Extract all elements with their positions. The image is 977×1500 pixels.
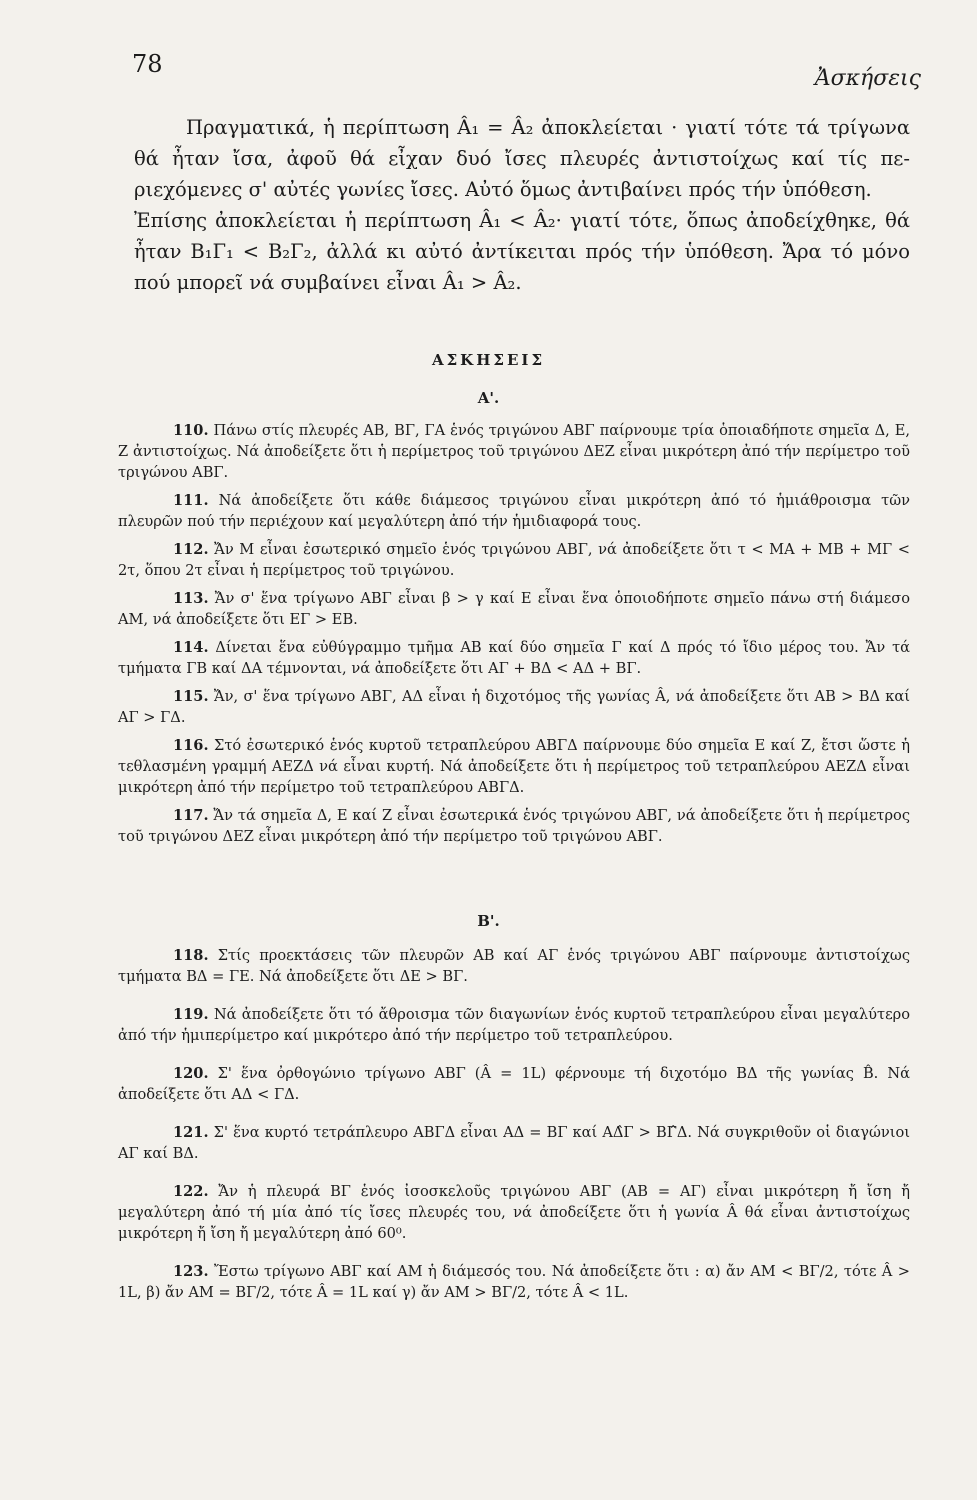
running-title: Ἀσκήσεις <box>814 66 921 91</box>
exercise-text: Ἄν σ' ἕνα τρίγωνο ΑΒΓ εἶναι β > γ καί Ε εἶναι ἕνα ὁποιοδήποτε σημεῖο πάνω στή διάμεσο ΑΜ, νά ἀποδείξετε ὅτι ΕΓ > ΕΒ. <box>118 590 910 628</box>
exercise-number: 118. <box>173 947 209 964</box>
exercise-item <box>118 945 910 987</box>
exercise-number: 119. <box>173 1006 209 1023</box>
exercise-number: 116. <box>173 737 209 754</box>
exercise-text: Δίνεται ἕνα εὐθύγραμμο τμῆμα ΑΒ καί δύο σημεῖα Γ καί Δ πρός τό ἴδιο μέρος του. Ἄν τά τμήματα ΓΒ καί ΔΑ τέμνονται, νά ἀποδείξετε ὅτι ΑΓ + ΒΔ < ΑΔ + ΒΓ. <box>118 639 910 677</box>
exercise-text: Ἔστω τρίγωνο ΑΒΓ καί ΑΜ ἡ διάμεσός του. Νά ἀποδείξετε ὅτι : α) ἄν ΑΜ < ΒΓ/2, τότε Â > 1L, β) ἄν ΑΜ = ΒΓ/2, τότε Â = 1L καί γ) ἄν ΑΜ > ΒΓ/2, τότε Â < 1L. <box>118 1263 911 1301</box>
exercise-item <box>118 686 910 728</box>
exercise-number: 114. <box>173 639 209 656</box>
section-title: ΑΣΚΗΣΕΙΣ <box>431 351 546 369</box>
exercise-text: Ἄν ἡ πλευρά ΒΓ ἑνός ἰσοσκελοῦς τριγώνου ΑΒΓ (ΑΒ = ΑΓ) εἶναι μικρότερη ἤ ἴση ἤ μεγαλύτερη ἀπό τή μία ἀπό τίς ἴσες πλευρές του, νά ἀποδείξετε ὅτι ἡ γωνία Â θά εἶναι ἀντιστοίχως μικρότερη ἤ ἴση ἤ μεγαλύτερη ἀπό 60⁰. <box>118 1183 910 1242</box>
exercise-item <box>118 735 910 798</box>
exercise-item <box>118 805 910 847</box>
exercise-item <box>118 1004 910 1046</box>
exercise-text: Ἄν, σ' ἕνα τρίγωνο ΑΒΓ, ΑΔ εἶναι ἡ διχοτόμος τῆς γωνίας Â, νά ἀποδείξετε ὅτι ΑΒ > ΒΔ καί ΑΓ > ΓΔ. <box>118 688 911 726</box>
exercise-text: Ἄν Μ εἶναι ἐσωτερικό σημεῖο ἑνός τριγώνου ΑΒΓ, νά ἀποδείξετε ὅτι τ < ΜΑ + ΜΒ + ΜΓ < 2τ, ὅπου 2τ εἶναι ἡ περίμετρος τοῦ τριγώνου. <box>118 541 910 579</box>
part-b-title: Β'. <box>477 912 500 930</box>
exercise-number: 113. <box>173 590 209 607</box>
exercise-number: 123. <box>173 1263 209 1280</box>
exercise-number: 110. <box>173 422 209 439</box>
intro-paragraph: Ἐπίσης ἀποκλείεται ἡ περίπτωση Â₁ < Â₂· γιατί τότε, ὅπως ἀποδείχθηκε, θά ἦταν Β₁Γ₁ < Β₂Γ₂, ἀλλά κι αὐτό ἀντίκειται πρός τήν ὑπόθεση. Ἄρα τό μόνο πού μπορεῖ νά συμβαίνει εἶναι Â₁ > Â₂. <box>134 209 910 294</box>
page-number: 78 <box>132 50 163 78</box>
exercise-text: Σ' ἕνα κυρτό τετράπλευρο ΑΒΓΔ εἶναι ΑΔ = ΒΓ καί ΑΔ̂Γ > ΒΓ̂Δ. Νά συγκριθοῦν οἱ διαγώνιοι ΑΓ καί ΒΔ. <box>118 1124 910 1162</box>
exercise-item <box>118 1063 910 1105</box>
exercise-number: 120. <box>173 1065 209 1082</box>
exercise-text: Σ' ἕνα ὀρθογώνιο τρίγωνο ΑΒΓ (Â = 1L) φέρνουμε τή διχοτόμο ΒΔ τῆς γωνίας B̂. Νά ἀποδείξετε ὅτι ΑΔ < ΓΔ. <box>118 1065 910 1103</box>
exercise-text: Ἄν τά σημεῖα Δ, Ε καί Ζ εἶναι ἐσωτερικά ἑνός τριγώνου ΑΒΓ, νά ἀποδείξετε ὅτι ἡ περίμετρος τοῦ τριγώνου ΔΕΖ εἶναι μικρότερη ἀπό τήν περίμετρο τοῦ τριγώνου ΑΒΓ. <box>118 807 911 845</box>
intro-text <box>134 112 910 298</box>
exercise-item <box>118 539 910 581</box>
exercise-item <box>118 490 910 532</box>
intro-paragraph: Πραγματικά, ἡ περίπτωση Â₁ = Â₂ ἀποκλείεται · γιατί τότε τά τρίγωνα θά ἦταν ἴσα, ἀφοῦ θά εἶχαν δυό ἴσες πλευρές ἀντιστοίχως καί τίς περιεχόμενες σ' αὐτές γωνίες ἴσες. Αὐτό ὅμως ἀντιβαίνει πρός τήν ὑπόθεση. <box>134 116 910 201</box>
exercise-number: 122. <box>173 1183 209 1200</box>
exercise-text: Νά ἀποδείξετε ὅτι τό ἄθροισμα τῶν διαγωνίων ἑνός κυρτοῦ τετραπλεύρου εἶναι μεγαλύτερο ἀπό τήν ἡμιπερίμετρο καί μικρότερο ἀπό τήν περίμετρο τοῦ τετραπλεύρου. <box>118 1006 910 1044</box>
exercise-number: 117. <box>173 807 209 824</box>
exercise-number: 115. <box>173 688 209 705</box>
exercise-list-a <box>118 420 910 854</box>
exercise-number: 112. <box>173 541 209 558</box>
exercise-item <box>118 420 910 483</box>
exercise-list-b <box>118 945 910 1320</box>
exercise-item <box>118 1181 910 1244</box>
exercise-text: Στίς προεκτάσεις τῶν πλευρῶν ΑΒ καί ΑΓ ἑνός τριγώνου ΑΒΓ παίρνουμε ἀντιστοίχως τμήματα ΒΔ = ΓΕ. Νά ἀποδείξετε ὅτι ΔΕ > ΒΓ. <box>118 947 910 985</box>
exercise-text: Πάνω στίς πλευρές ΑΒ, ΒΓ, ΓΑ ἑνός τριγώνου ΑΒΓ παίρνουμε τρία ὁποιαδήποτε σημεῖα Δ, Ε, Ζ ἀντιστοίχως. Νά ἀποδείξετε ὅτι ἡ περίμετρος τοῦ τριγώνου ΔΕΖ εἶναι μικρότερη ἀπό τήν περίμετρο τοῦ τριγώνου ΑΒΓ. <box>118 422 911 481</box>
part-a-title: Α'. <box>477 389 500 407</box>
exercise-item <box>118 1261 910 1303</box>
exercise-text: Νά ἀποδείξετε ὅτι κάθε διάμεσος τριγώνου εἶναι μικρότερη ἀπό τό ἡμιάθροισμα τῶν πλευρῶν πού τήν περιέχουν καί μεγαλύτερη ἀπό τήν ἡμιδιαφορά τους. <box>118 492 911 530</box>
exercise-number: 121. <box>173 1124 209 1141</box>
exercise-item <box>118 1122 910 1164</box>
exercise-item <box>118 637 910 679</box>
exercise-text: Στό ἐσωτερικό ἑνός κυρτοῦ τετραπλεύρου ΑΒΓΔ παίρνουμε δύο σημεῖα Ε καί Ζ, ἔτσι ὥστε ἡ τεθλασμένη γραμμή ΑΕΖΔ νά εἶναι κυρτή. Νά ἀποδείξετε ὅτι ἡ περίμετρος τοῦ τετραπλεύρου ΑΕΖΔ εἶναι μικρότερη ἀπό τήν περίμετρο τοῦ τετραπλεύρου ΑΒΓΔ. <box>118 737 911 796</box>
exercise-item <box>118 588 910 630</box>
exercise-number: 111. <box>173 492 209 509</box>
